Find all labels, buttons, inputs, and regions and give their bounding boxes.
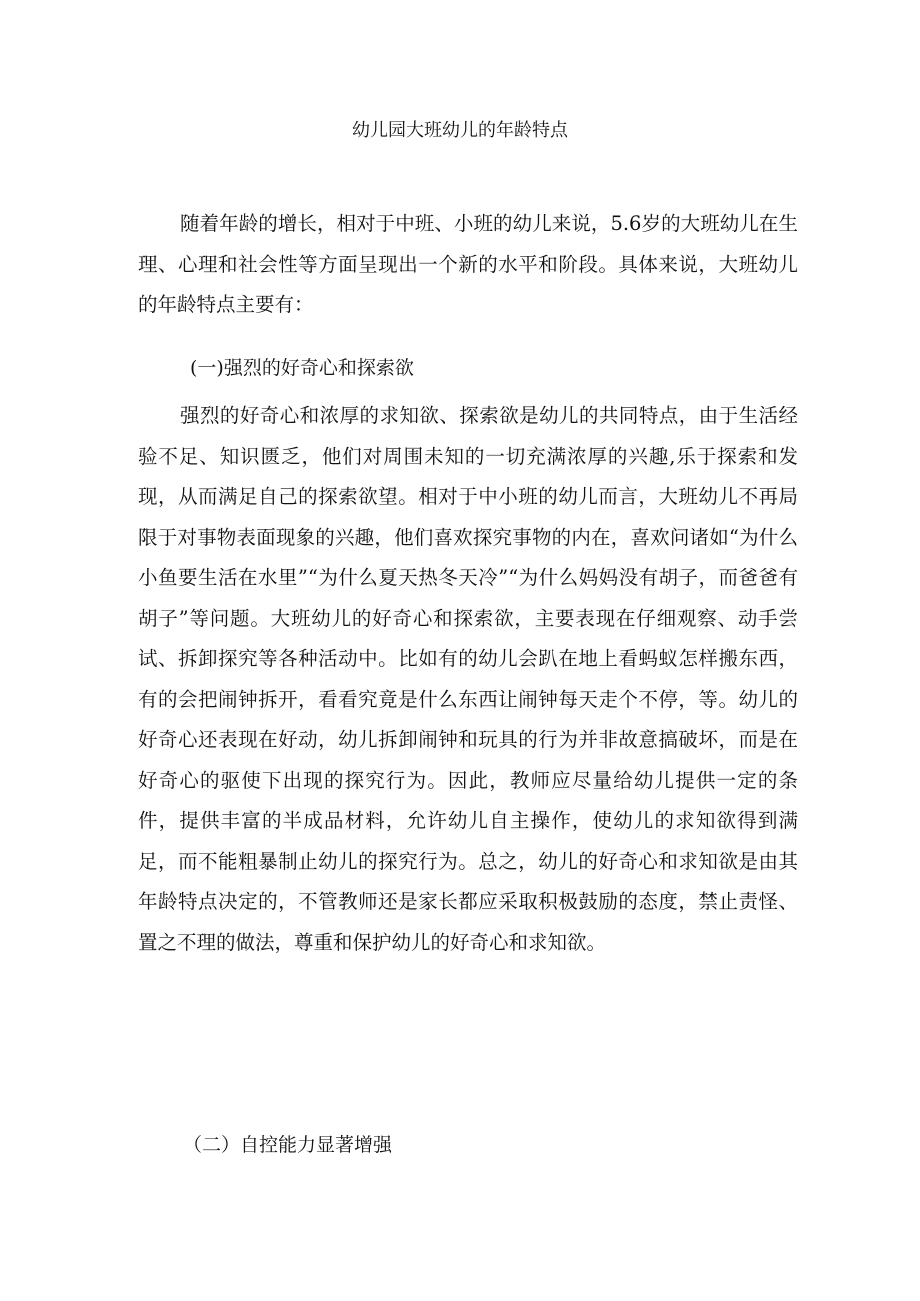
section-heading-1: (一)强烈的好奇心和探索欲	[190, 357, 414, 379]
section-heading-2: （二）自控能力显著增强	[183, 1134, 393, 1156]
document-title: 幼儿园大班幼儿的年龄特点	[352, 120, 568, 141]
section-1-paragraph: 强烈的好奇心和浓厚的求知欲、探索欲是幼儿的共同特点，由于生活经验不足、知识匮乏，他们对周围未知的一切充满浓厚的兴趣,乐于探索和发现，从而满足自己的探索欲望。相对于中小班的幼儿而言，大班幼儿不再局限于对事物表面现象的兴趣，他们喜欢探究事物的内在，喜欢问诸如“为什么小鱼要生活在水里”“为什么夏天热冬天冷”“为什么妈妈没有胡子，而爸爸有胡子”等问题。大班幼儿的好奇心和探索欲，主要表现在仔细观察、动手尝试、拆卸探究等各种活动中。比如有的幼儿会趴在地上看蚂蚁怎样搬东西，有的会把闹钟拆开，看看究竟是什么东西让闹钟每天走个不停，等。幼儿的好奇心还表现在好动，幼儿拆卸闹钟和玩具的行为并非故意搞破坏，而是在好奇心的驱使下出现的探究行为。因此，教师应尽量给幼儿提供一定的条件，提供丰富的半成品材料，允许幼儿自主操作，使幼儿的求知欲得到满足，而不能粗暴制止幼儿的探究行为。总之，幼儿的好奇心和求知欲是由其年龄特点决定的，不管教师还是家长都应采取积极鼓励的态度，禁止责怪、置之不理的做法，尊重和保护幼儿的好奇心和求知欲。	[138, 404, 798, 954]
intro-paragraph: 随着年龄的增长，相对于中班、小班的幼儿来说，5.6岁的大班幼儿在生理、心理和社会性等方面呈现出一个新的水平和阶段。具体来说，大班幼儿的年龄特点主要有：	[138, 212, 798, 316]
